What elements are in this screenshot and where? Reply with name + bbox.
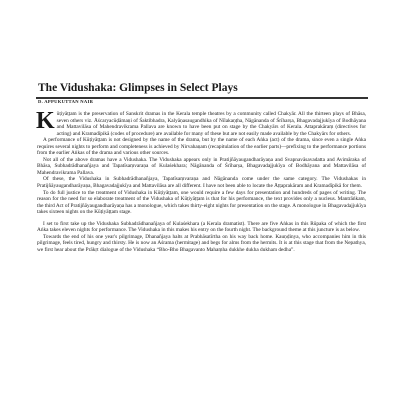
article-title: The Vidushaka: Glimpses in Select Plays [38,82,238,94]
paragraph-7: Towards the end of his one year's pilgrimage, Dhanañjaya halts at Prabhāsatīrtha on his way back home. Kauṇḍinya, who accompanies him in this pilgrimage, feels tired, hungry and thirsty. He is now an Aśrama (hermitage) and begs for alms from the hermits. It is at this stage that from the Nepathya, we first hear about the Prākṛt dialogue of the Vidushaka “Bho-Bho Bhagavanto Mahaṃha dukkhe dukha dukham dedha”. [37,233,366,253]
paragraph-1-text: ūṭiyāṭṭam is the preservation of Sanskrit dramas in the Kerala temple theatres by a community called Chakyār. All the thirteen plays of Bhāsa, seven others viz. Āścaryacūḍāmaṇi of Śaktibhadra, Kalyāṇasaugandhika of Nīlakaṇṭha, Nāgānanda of Śrīharṣa, Bhagavadajjukīya of Bodhāyana and Mattavilāsa of Mahendravikrama Pallava are known to have been put on stage by the Chakyārs of Kerala. Attaprakāraṃ (directives for acting) and Kramadīpikā (codes of procedure) are available for many of these but are not easily made available by the Chakyārs for others. [56,111,366,137]
paragraph-1 [36,108,366,137]
paragraph-6: I set to first take up the Vidushaka Subhadrādhanañjaya of Kulaśekhara (a Kerala dramatist). There are five Aṅkas in this Rūpaka of which the first Aṅka takes eleven nights for performance. The Vidushaka in this makes his entry on the fourth night. The background theme at this juncture is as below. [37,220,366,234]
paragraph-4: Of these, the Vidushaka in Subhadrādhanañjaya, Tapatīsaṃvaraṇa and Nāgānanda come under the same category. The Vidushakas in Pratijñāyaugandharāyaṇa, Bhagavadajjukīya and Mattavilāsa are all different. I have not been able to locate the Āṭṭaprakāram and Kramadīpikā for them. [37,176,366,190]
paragraph-3: Not all of the above dramas have a Vidushaka. The Vidushaka appears only in Pratijñāyaugandharāyaṇa and Svapnavāsavadatta and Avimāraka of Bhāsa, Subhadrādhanañjaya and Tapatīsaṃvaraṇa of Kulaśekhara; Nāgānanda of Śrīharṣa, Bhagavadajjukīya of Bodhāyana and Mattavilāsa of Mahendravikrama Pallava. [37,156,366,176]
drop-cap: K [36,108,55,134]
article-body [36,108,366,253]
paragraph-5: To do full justice to the treatment of Vidushaka in Kūṭiyāṭṭam, one would require a few days for presentation and hundreds of pages of writing. The reason for the need for so elaborate treatment of the Vidushaka of Kūṭiyāṭṭam is that for his performance, the text provides only a nucleus. Mantrāṅkam, the third Act of Pratijñāyaugandharāyaṇa has a monologue, which takes thirty-eight nights for presentation on the stage. A monologue in Bhagavadajjukīya takes sixteen nights on the Kūṭiyāṭṭam stage. [37,189,366,216]
article-author: D. APPUKUTTAN NAIR [38,99,94,104]
paragraph-2: A performance of Kūṭiyāṭṭam is not designed by the name of the drama, but by the name of each Aṅka (act) of the drama, since even a single Aṅka requires several nights to perform and completeness is achieved by Nirvahaṇam (recapitulation of the earlier parts)—prefixing to the performance portions from the earlier Aṅkas of the drama and various other sources. [37,137,366,157]
